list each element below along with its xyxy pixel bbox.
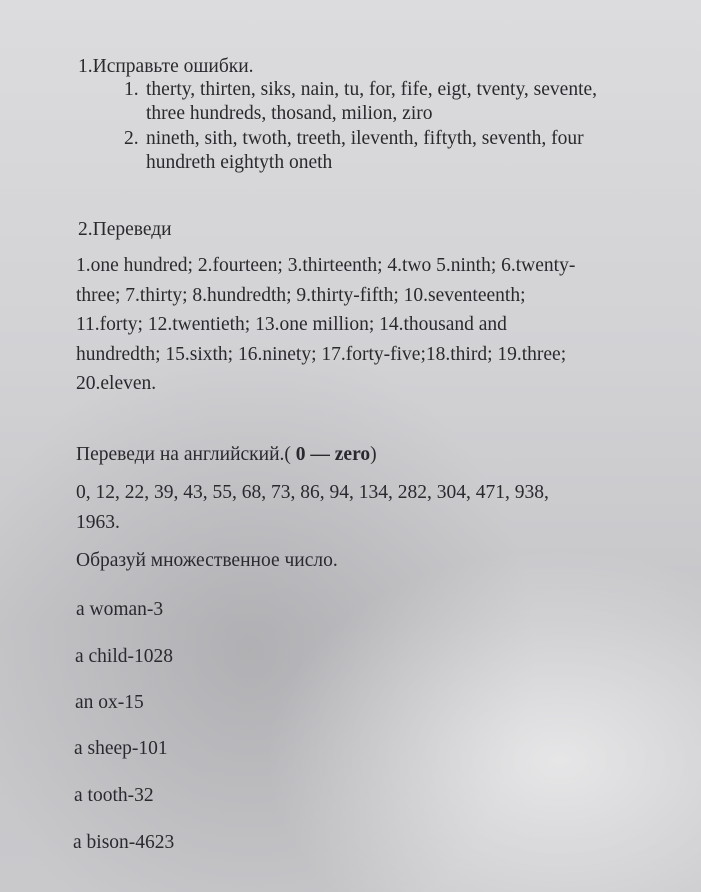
task3-heading-suffix: ) xyxy=(370,444,377,465)
plural-item-4: a sheep-101 xyxy=(74,738,168,759)
task3-heading-prefix: Переведи на английский.( xyxy=(76,444,291,465)
task2-line-4: hundredth; 15.sixth; 16.ninety; 17.forty-five;18.third; 19.three; xyxy=(76,343,567,365)
task1-item-1-number: 1. xyxy=(124,79,139,100)
task1-item-2 xyxy=(124,127,664,177)
task2-line-2: three; 7.thirty; 8.hundredth; 9.thirty-fifth; 10.seventeenth; xyxy=(76,284,526,306)
task3-heading-zero-note: 0 — zero xyxy=(290,444,371,465)
task2-line-1: 1.one hundred; 2.fourteen; 3.thirteenth; 4.two 5.ninth; 6.twenty- xyxy=(76,255,576,276)
task1-item-2-number: 2. xyxy=(124,128,139,149)
task3-line-2: 1963. xyxy=(76,512,120,533)
task2-line-3: 11.forty; 12.twentieth; 13.one million; 14.thousand and xyxy=(76,314,507,335)
plural-item-6: a bison-4623 xyxy=(73,832,175,853)
task1-heading: 1.Исправьте ошибки. xyxy=(78,56,254,77)
task2-heading: 2.Переведи xyxy=(78,219,172,240)
task2-text xyxy=(76,251,676,399)
task3-line-1: 0, 12, 22, 39, 43, 55, 68, 73, 86, 94, 134, 282, 304, 471, 938, xyxy=(76,482,549,503)
task3-heading xyxy=(76,440,377,469)
plural-item-1: a woman-3 xyxy=(76,599,164,620)
plural-item-2: a child-1028 xyxy=(75,646,174,667)
task3-numbers xyxy=(76,478,676,538)
plural-item-5: a tooth-32 xyxy=(74,785,154,806)
task1-item-2-text: nineth, sith, twoth, treeth, ileventh, fiftyth, seventh, four hundreth eightyth oneth xyxy=(146,128,584,173)
task2-line-5: 20.eleven. xyxy=(76,373,157,394)
task1-item-1-text: therty, thirten, siks, nain, tu, for, fife, eigt, tventy, sevente, three hundreds, thosand, milion, ziro xyxy=(146,79,598,124)
task1-item-1 xyxy=(124,78,644,128)
plural-item-3: an ox-15 xyxy=(75,692,144,713)
task4-heading: Образуй множественное число. xyxy=(76,550,338,571)
